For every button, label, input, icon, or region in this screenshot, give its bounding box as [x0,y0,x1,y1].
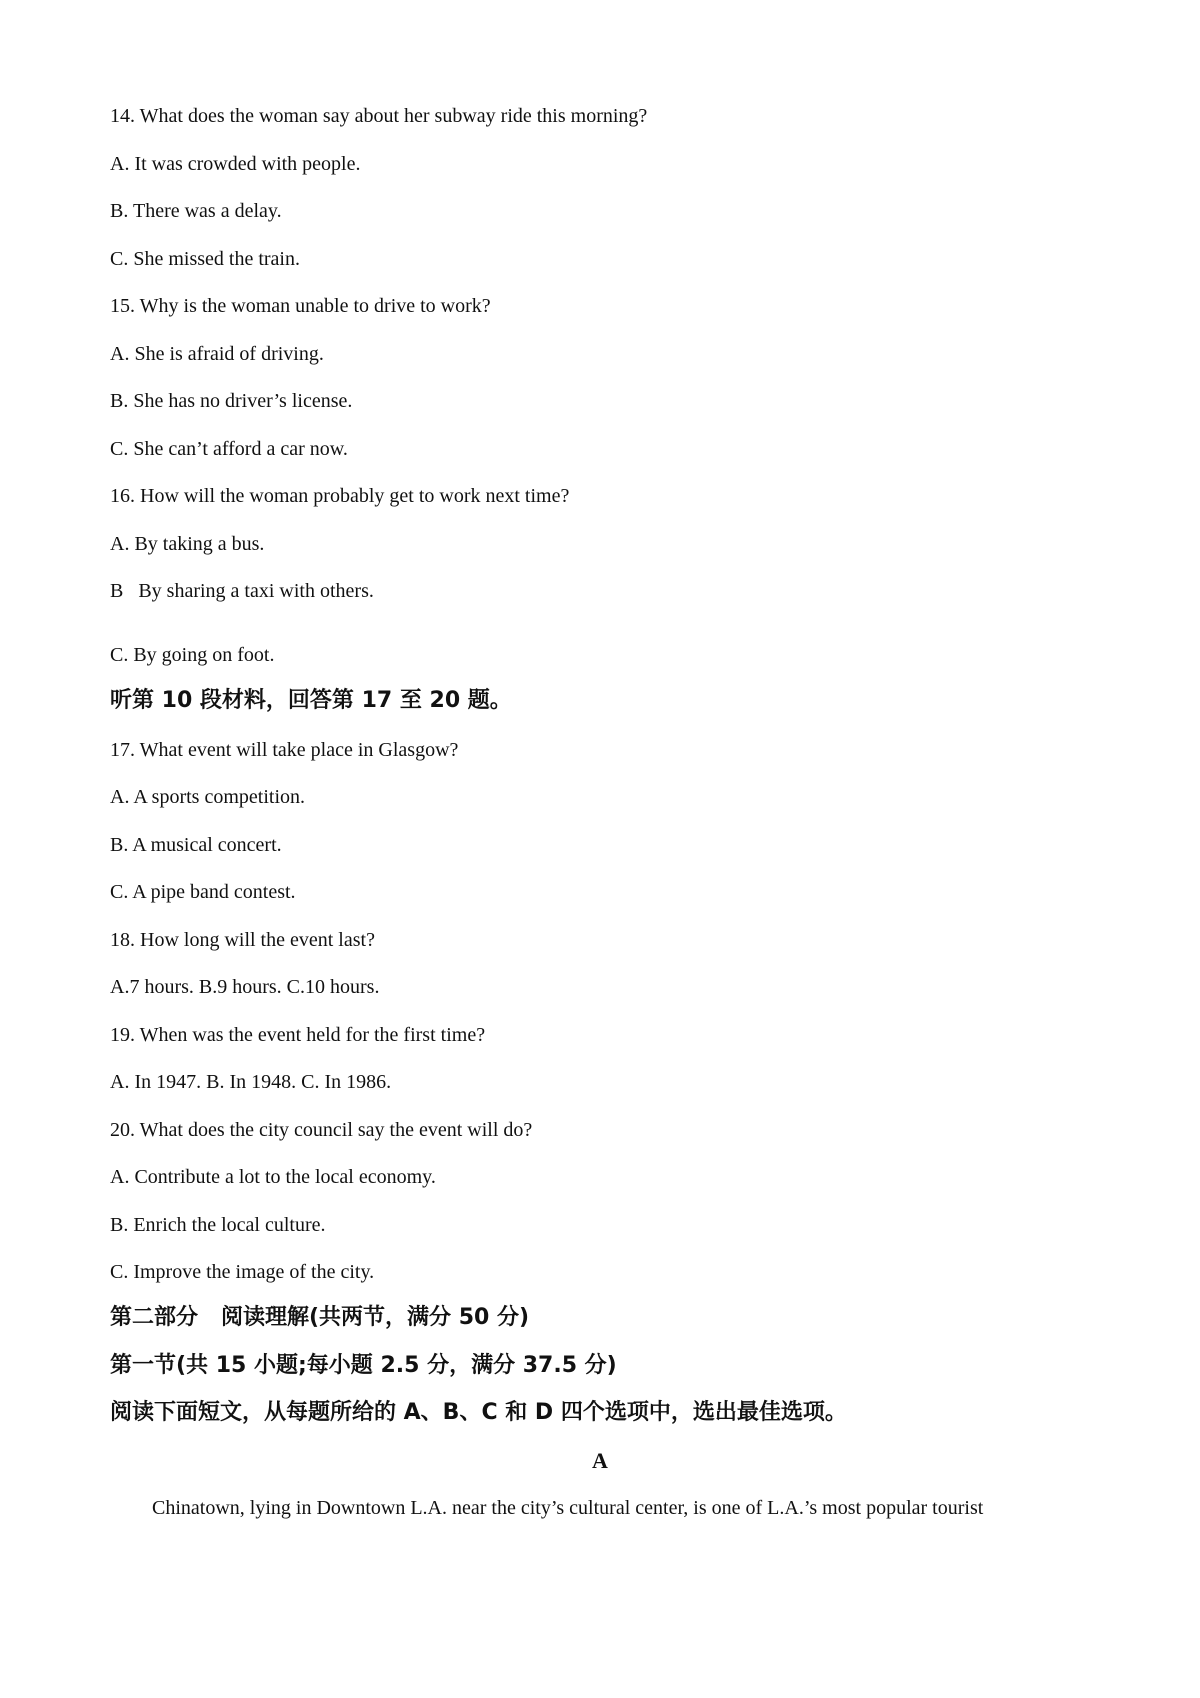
passage-text: Chinatown, lying in Downtown L.A. near the city’s cultural center, is one of L.A.’s most popular tourist [152,1497,984,1519]
question-18: 18. How long will the event last? [110,929,375,951]
q17-option-b: B. A musical concert. [110,834,282,856]
q16-option-a: A. By taking a bus. [110,533,265,555]
q15-option-c: C. She can’t afford a car now. [110,438,348,460]
q20-option-a: A. Contribute a lot to the local economy. [110,1166,436,1188]
part-2-header: 第二部分 阅读理解(共两节，满分 50 分) [110,1305,530,1330]
q20-option-b: B. Enrich the local culture. [110,1214,326,1236]
question-16: 16. How will the woman probably get to work next time? [110,485,570,507]
q14-option-c: C. She missed the train. [110,248,300,270]
reading-instruction: 阅读下面短文，从每题所给的 A、B、C 和 D 四个选项中，选出最佳选项。 [110,1400,847,1425]
q15-option-b: B. She has no driver’s license. [110,390,353,412]
q17-option-a: A. A sports competition. [110,786,305,808]
passage-title: A [592,1448,608,1473]
question-17: 17. What event will take place in Glasgow? [110,739,459,761]
question-20: 20. What does the city council say the event will do? [110,1119,533,1141]
question-19: 19. When was the event held for the first time? [110,1024,486,1046]
section-1-header: 第一节(共 15 小题;每小题 2.5 分，满分 37.5 分) [110,1353,617,1378]
q16-option-c: C. By going on foot. [110,644,275,666]
q15-option-a: A. She is afraid of driving. [110,343,324,365]
q16-option-b: B By sharing a taxi with others. [110,580,374,602]
question-15: 15. Why is the woman unable to drive to work? [110,295,491,317]
question-14: 14. What does the woman say about her subway ride this morning? [110,105,648,127]
section-10-header: 听第 10 段材料，回答第 17 至 20 题。 [110,688,512,713]
q19-options: A. In 1947. B. In 1948. C. In 1986. [110,1071,392,1093]
q18-options: A.7 hours. B.9 hours. C.10 hours. [110,976,380,998]
q14-option-b: B. There was a delay. [110,200,282,222]
q17-option-c: C. A pipe band contest. [110,881,296,903]
q20-option-c: C. Improve the image of the city. [110,1261,375,1283]
q14-option-a: A. It was crowded with people. [110,153,361,175]
